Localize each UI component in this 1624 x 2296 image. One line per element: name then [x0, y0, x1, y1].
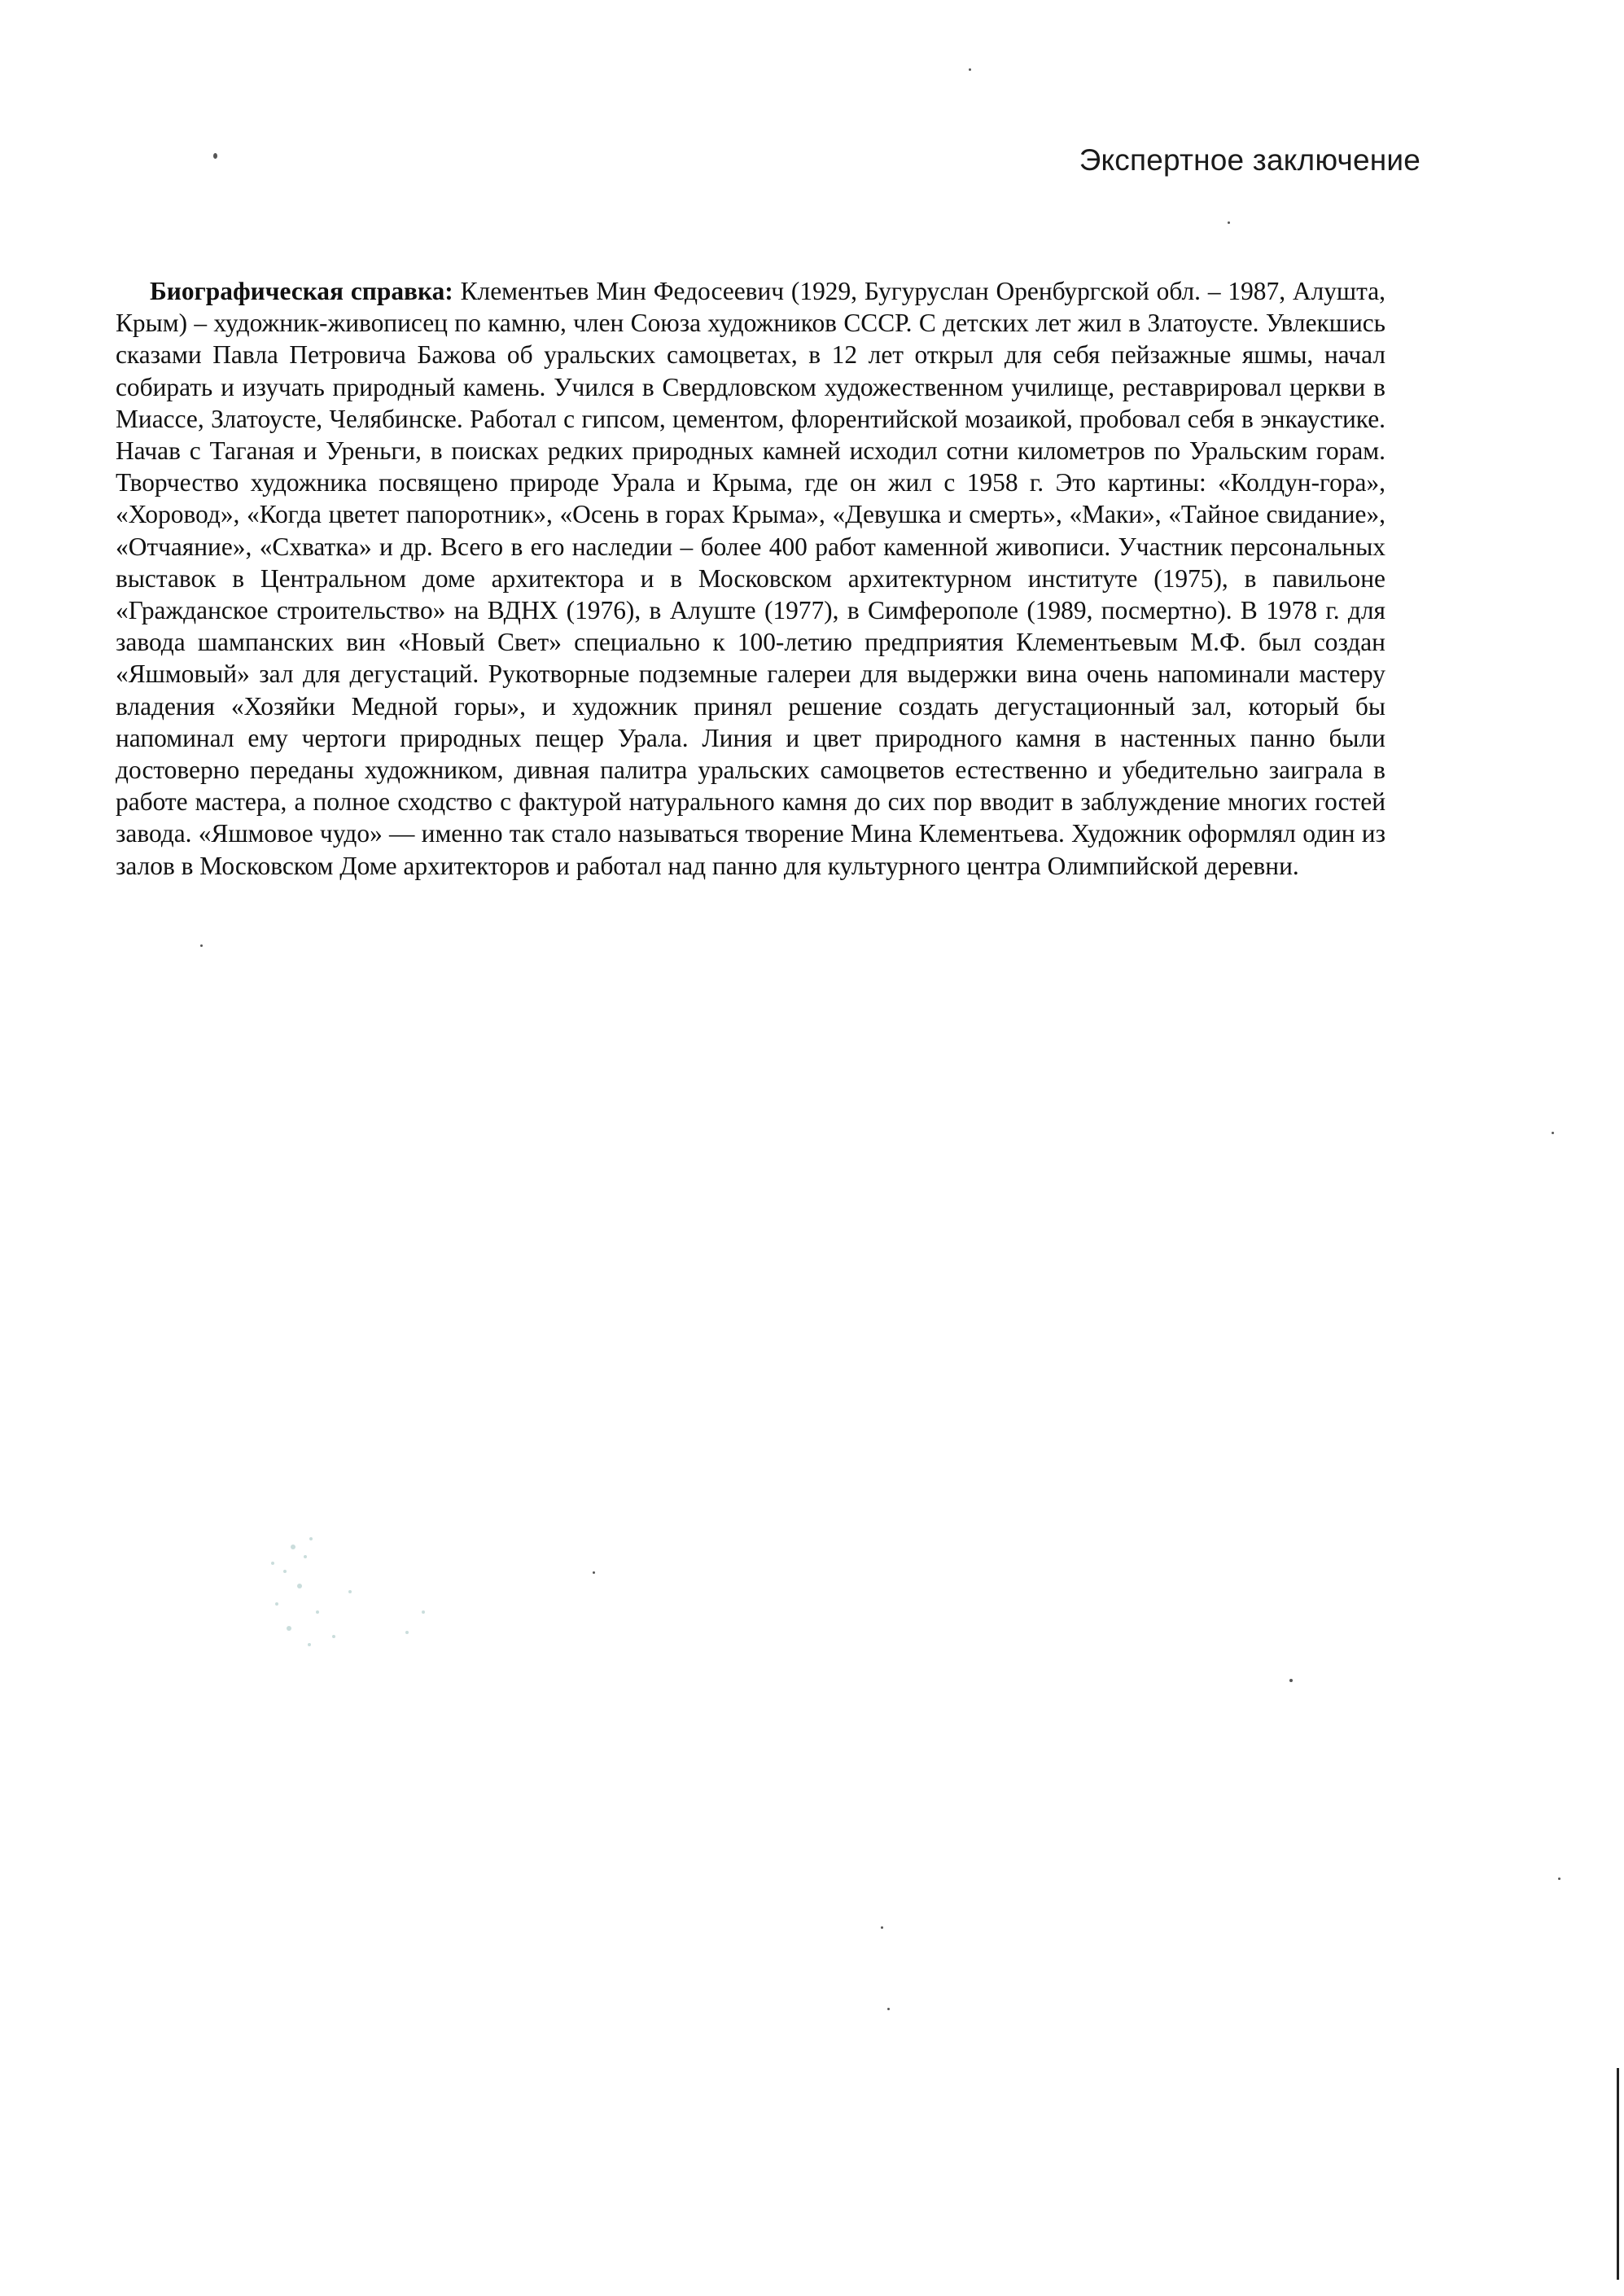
scan-speck — [881, 1926, 883, 1929]
faded-stamp-mark — [260, 1514, 464, 1677]
scan-speck — [200, 944, 203, 947]
scan-speck — [1228, 221, 1230, 224]
scan-speck — [593, 1571, 595, 1574]
biography-text: Клементьев Мин Федосеевич (1929, Бугуруслан Оренбургской обл. – 1987, Алушта, Крым) – художник-живописец по камню, член Союза художников СССР. С детских лет жил в Златоусте. Увлекшись сказами Павла Петровича Бажова об уральских самоцветах, в 12 лет открыл для себя пейзажные яшмы, начал собирать и изучать природный камень. Учился в Свердловском художественном училище, реставрировал церкви в Миассе, Златоусте, Челябинске. Работал с гипсом, цементом, флорентийской мозаикой, пробовал себя в энкаустике. Начав с Таганая и Уреньги, в поисках редких природных камней исходил сотни километров по Уральским горам. Творчество художника посвящено природе Урала и Крыма, где он жил с 1958 г. Это картины: «Колдун-гора», «Хоровод», «Когда цветет папоротник», «Осень в горах Крыма», «Девушка и смерть», «Маки», «Тайное свидание», «Отчаяние», «Схватка» и др. Всего в его наследии – более 400 работ каменной живописи. Участник персональных выставок в Центральном доме архитектора и в Московском архитектурном институте (1975), в павильоне «Гражданское строительство» на ВДНХ (1976), в Алуште (1977), в Симферополе (1989, посмертно). В 1978 г. для завода шампанских вин «Новый Свет» специально к 100-летию предприятия Клементьевым М.Ф. был создан «Яшмовый» зал для дегустаций. Рукотворные подземные галереи для выдержки вина очень напоминали мастеру владения «Хозяйки Медной горы», и художник принял решение создать дегустационный зал, который бы напоминал ему чертоги природных пещер Урала. Линия и цвет природного камня в настенных панно были достоверно переданы художником, дивная палитра уральских самоцветов естественно и убедительно заиграла в работе мастера, а полное сходство с фактурой натурального камня до сих пор вводит в заблуждение многих гостей завода. «Яшмовое чудо» — именно так стало называться творение Мина Клементьева. Художник оформлял один из залов в Московском Доме архитекторов и работал над панно для культурного центра Олимпийской деревни. — [116, 277, 1385, 880]
scan-speck — [887, 2008, 890, 2010]
biography-block — [116, 275, 1385, 882]
page-edge-shadow — [1617, 2068, 1619, 2280]
page-title: Экспертное заключение — [1079, 143, 1420, 177]
biography-heading: Биографическая справка: — [150, 277, 453, 305]
scan-speck — [969, 68, 971, 71]
scan-speck — [213, 153, 217, 159]
scan-speck — [1289, 1679, 1293, 1682]
scan-speck — [1552, 1132, 1554, 1134]
scan-speck — [1558, 1878, 1561, 1880]
biography-paragraph — [116, 275, 1385, 882]
